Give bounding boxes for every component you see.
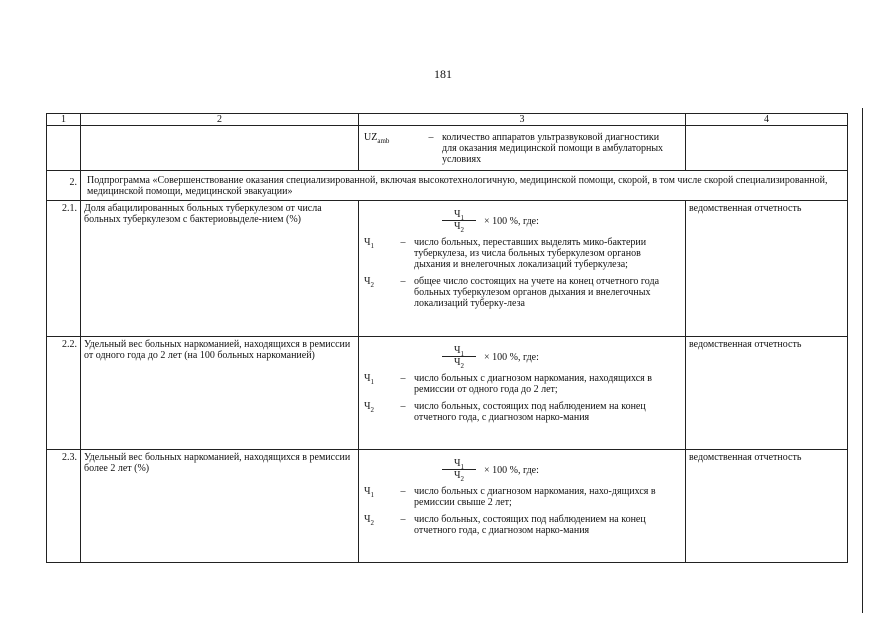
page-number: 181 xyxy=(434,67,452,81)
definition-text: общее число состоящих на учете на конец отчетного года больных туберкулезом органов дыхания и внелегочных локализаций туберку-леза xyxy=(414,276,660,309)
table-row xyxy=(47,201,848,337)
definition-text: число больных, состоящих под наблюдением на конец отчетного года, с диагнозом нарко-мания xyxy=(414,401,646,423)
data-source: ведомственная отчетность xyxy=(686,201,848,337)
column-header: 2 xyxy=(81,114,359,126)
definitions xyxy=(362,373,682,423)
data-source: ведомственная отчетность xyxy=(686,337,848,450)
table-row xyxy=(47,337,848,450)
uz-continuation-row xyxy=(47,126,848,171)
row-number: 2.2. xyxy=(47,337,81,450)
definition-item: $Ч_1$ – число больных, переставших выделять мико-бактерии туберкулеза, из числа больных туберкулезом органов дыхания и внелегочных локализаций туберкулеза; xyxy=(362,237,682,276)
fraction: $\frac{Ч_1}{Ч_2}$ xyxy=(442,458,476,482)
fraction: $\frac{Ч_1}{Ч_2}$ xyxy=(442,209,476,233)
formula xyxy=(362,458,682,482)
definition-text: число больных, состоящих под наблюдением на конец отчетного года, с диагнозом нарко-мания xyxy=(414,514,646,536)
row-number: 2.1. xyxy=(47,201,81,337)
definitions xyxy=(362,237,682,309)
table-row xyxy=(47,450,848,563)
formula-cell xyxy=(359,450,686,563)
definition-dash: – xyxy=(428,132,434,143)
section-title: Подпрограмма «Совершенствование оказания специализированной, включая высокотехнологичную, медицинской помощи, скорой, в том числе скорой специализированной, медицинской помощи, медицинской эвакуации» xyxy=(81,171,848,201)
table-header-row xyxy=(47,114,848,126)
indicator-name: Доля абацилированных больных туберкулезом от числа больных туберкулезом с бактериовыделе-нием (%) xyxy=(81,201,359,337)
formula xyxy=(362,345,682,369)
indicator-name: Удельный вес больных наркоманией, находящихся в ремиссии от одного года до 2 лет (на 100 больных наркоманией) xyxy=(81,337,359,450)
definition-text: число больных с диагнозом наркомания, находящихся в ремиссии от одного года до 2 лет; xyxy=(414,373,652,395)
definitions xyxy=(362,486,682,536)
indicator-name: Удельный вес больных наркоманией, находящихся в ремиссии более 2 лет (%) xyxy=(81,450,359,563)
section-number: 2. xyxy=(47,171,81,201)
column-header: 4 xyxy=(686,114,848,126)
definition-item: $Ч_1$ – число больных с диагнозом наркомания, находящихся в ремиссии от одного года до 2 лет; xyxy=(362,373,682,401)
data-source: ведомственная отчетность xyxy=(686,450,848,563)
formula-rest: × 100 %, где: xyxy=(484,215,539,227)
formula-rest: × 100 %, где: xyxy=(484,464,539,476)
formula-cell xyxy=(359,337,686,450)
formula xyxy=(362,209,682,233)
column-header: 3 xyxy=(359,114,686,126)
indicator-table xyxy=(46,113,848,563)
fraction: $\frac{Ч_1}{Ч_2}$ xyxy=(442,345,476,369)
formula-cell xyxy=(359,201,686,337)
definition-text: число больных с диагнозом наркомания, нахо-дящихся в ремиссии свыше 2 лет; xyxy=(414,486,656,508)
uz-symbol: UZ xyxy=(364,132,378,143)
uz-definition: $UZ_{amb}$ – количество аппаратов ультразвуковой диагностики для оказания медицинской помощи в амбулаторных условиях xyxy=(362,132,682,165)
row-number: 2.3. xyxy=(47,450,81,563)
definition-text: количество аппаратов ультразвуковой диагностики для оказания медицинской помощи в амбулаторных условиях xyxy=(442,132,664,165)
definition-item: $Ч_2$ – число больных, состоящих под наблюдением на конец отчетного года, с диагнозом нарко-мания xyxy=(362,514,682,536)
scan-edge-line xyxy=(862,108,863,613)
section-row xyxy=(47,171,848,201)
definition-item: $Ч_2$ – общее число состоящих на учете на конец отчетного года больных туберкулезом органов дыхания и внелегочных локализаций туберку-леза xyxy=(362,276,682,309)
definition-text: число больных, переставших выделять мико-бактерии туберкулеза, из числа больных туберкулезом органов дыхания и внелегочных локализаций туберкулеза; xyxy=(414,237,647,270)
definition-item: $Ч_2$ – число больных, состоящих под наблюдением на конец отчетного года, с диагнозом нарко-мания xyxy=(362,401,682,423)
column-header: 1 xyxy=(47,114,81,126)
definition-item: $Ч_1$ – число больных с диагнозом наркомания, нахо-дящихся в ремиссии свыше 2 лет; xyxy=(362,486,682,514)
formula-rest: × 100 %, где: xyxy=(484,351,539,363)
